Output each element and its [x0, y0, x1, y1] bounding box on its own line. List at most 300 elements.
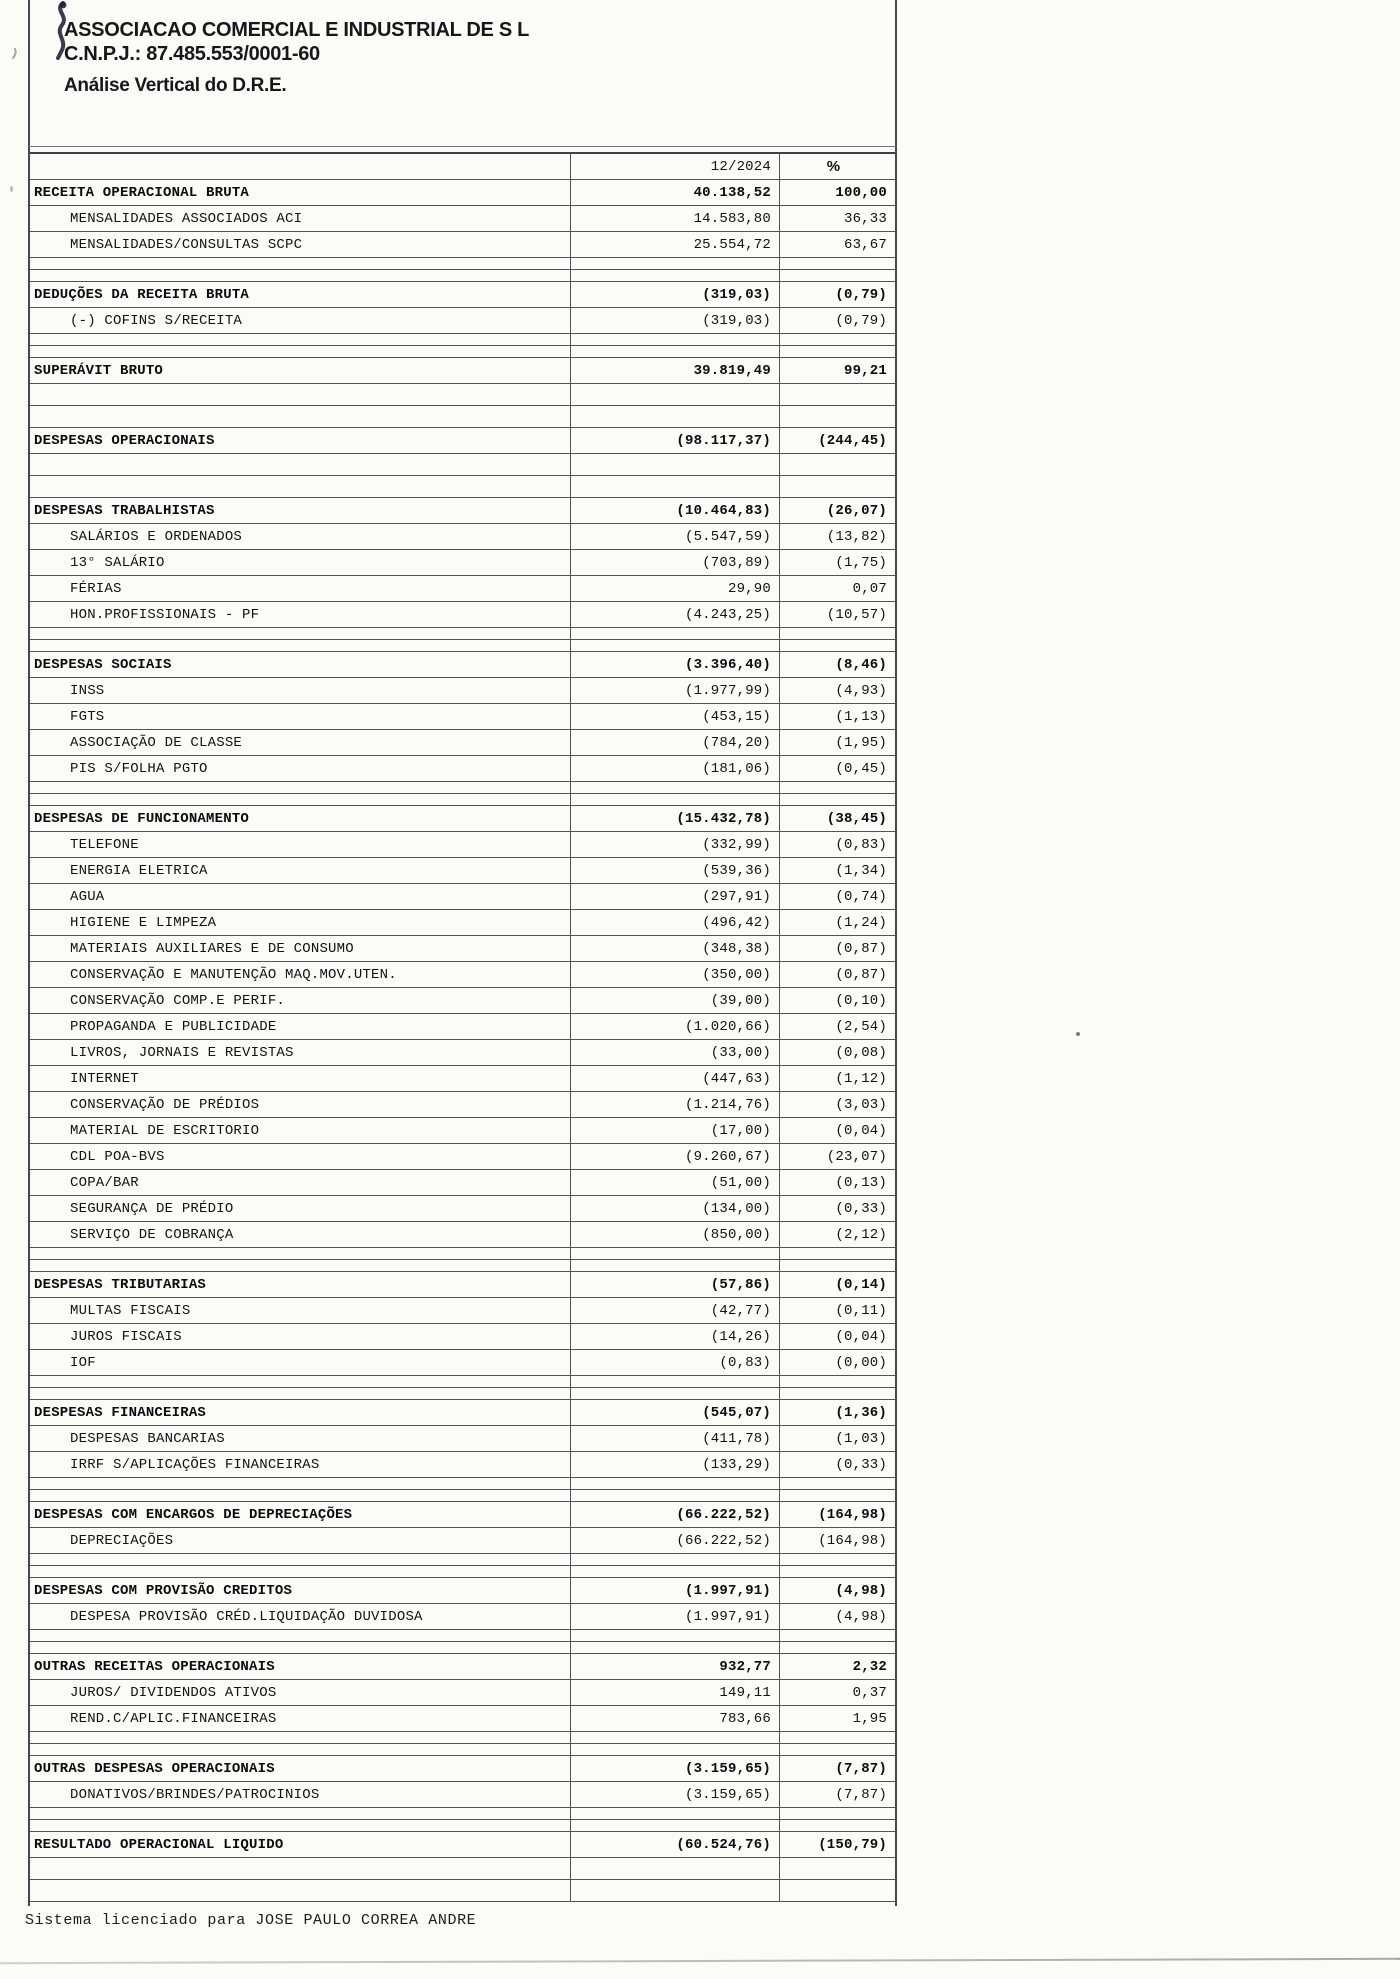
table-row	[30, 1092, 895, 1118]
table-row	[30, 602, 895, 628]
table-row	[30, 1680, 895, 1706]
empty-cell	[570, 1642, 779, 1653]
empty-cell	[570, 782, 779, 793]
row-percent: (7,87)	[779, 1756, 895, 1781]
row-value: 29,90	[570, 576, 779, 601]
empty-cell	[570, 1260, 779, 1271]
row-label: (-) COFINS S/RECEITA	[70, 312, 243, 329]
empty-cell	[30, 1630, 570, 1641]
table-row	[30, 704, 895, 730]
row-value: (3.159,65)	[570, 1756, 779, 1781]
empty-cell	[30, 1642, 570, 1653]
row-percent: 0,37	[779, 1680, 895, 1705]
empty-cell	[30, 1808, 570, 1819]
empty-cell	[779, 258, 895, 269]
row-value: (348,38)	[570, 936, 779, 961]
row-value: (350,00)	[570, 962, 779, 987]
row-percent: (38,45)	[779, 806, 895, 831]
empty-cell	[779, 384, 895, 405]
table-row	[30, 1170, 895, 1196]
row-percent: (13,82)	[779, 524, 895, 549]
empty-cell	[30, 454, 570, 475]
row-label: SEGURANÇA DE PRÉDIO	[70, 1200, 234, 1217]
empty-cell	[779, 782, 895, 793]
period-column-header: 12/2024	[570, 154, 779, 179]
table-row	[30, 1820, 895, 1832]
row-value: (1.214,76)	[570, 1092, 779, 1117]
row-percent: (0,87)	[779, 936, 895, 961]
table-row	[30, 1554, 895, 1566]
table-row	[30, 782, 895, 794]
row-value: (181,06)	[570, 756, 779, 781]
table-row	[30, 406, 895, 428]
empty-cell	[30, 1880, 570, 1901]
company-name: ASSOCIACAO COMERCIAL E INDUSTRIAL DE S L	[64, 19, 530, 41]
row-label: RECEITA OPERACIONAL BRUTA	[34, 184, 250, 201]
row-percent: (244,45)	[779, 428, 895, 453]
row-value: (39,00)	[570, 988, 779, 1013]
empty-cell	[570, 1744, 779, 1755]
empty-cell	[779, 1880, 895, 1901]
row-value: (3.159,65)	[570, 1782, 779, 1807]
table-row	[30, 1604, 895, 1630]
table-row	[30, 1400, 895, 1426]
row-value: (297,91)	[570, 884, 779, 909]
row-percent: (10,57)	[779, 602, 895, 627]
empty-cell	[570, 1554, 779, 1565]
empty-cell	[570, 334, 779, 345]
report-title: Análise Vertical do D.R.E.	[64, 75, 287, 96]
row-label: FÉRIAS	[70, 580, 122, 597]
table-row	[30, 232, 895, 258]
row-value: 932,77	[570, 1654, 779, 1679]
row-percent: (0,87)	[779, 962, 895, 987]
table-row	[30, 576, 895, 602]
row-value: 149,11	[570, 1680, 779, 1705]
table-row	[30, 1566, 895, 1578]
row-value: 783,66	[570, 1706, 779, 1731]
row-value: (15.432,78)	[570, 806, 779, 831]
empty-cell	[30, 476, 570, 497]
empty-cell	[779, 1260, 895, 1271]
row-label: MENSALIDADES/CONSULTAS SCPC	[70, 236, 303, 253]
empty-cell	[779, 1376, 895, 1387]
empty-cell	[570, 454, 779, 475]
percent-column-header: %	[779, 154, 895, 179]
table-row	[30, 180, 895, 206]
row-value: (1.997,91)	[570, 1578, 779, 1603]
table-row	[30, 628, 895, 640]
row-label: JUROS/ DIVIDENDOS ATIVOS	[70, 1684, 277, 1701]
row-label: DESPESAS COM ENCARGOS DE DEPRECIAÇÕES	[34, 1506, 353, 1523]
row-percent: (150,79)	[779, 1832, 895, 1857]
table-row	[30, 1630, 895, 1642]
row-label: IOF	[70, 1354, 96, 1371]
row-label: FGTS	[70, 708, 105, 725]
row-value: (703,89)	[570, 550, 779, 575]
empty-cell	[30, 1490, 570, 1501]
empty-cell	[30, 1554, 570, 1565]
row-percent: (1,12)	[779, 1066, 895, 1091]
row-percent: (1,13)	[779, 704, 895, 729]
row-value: (33,00)	[570, 1040, 779, 1065]
row-percent: (7,87)	[779, 1782, 895, 1807]
table-row	[30, 1808, 895, 1820]
table-row	[30, 1880, 895, 1902]
row-label: RESULTADO OPERACIONAL LIQUIDO	[34, 1836, 284, 1853]
row-value: (539,36)	[570, 858, 779, 883]
empty-cell	[570, 1388, 779, 1399]
row-label: SUPERÁVIT BRUTO	[34, 362, 164, 379]
row-label: SERVIÇO DE COBRANÇA	[70, 1226, 234, 1243]
table-row	[30, 884, 895, 910]
row-label: OUTRAS RECEITAS OPERACIONAIS	[34, 1658, 275, 1675]
table-row	[30, 270, 895, 282]
row-percent: (0,04)	[779, 1118, 895, 1143]
empty-cell	[570, 270, 779, 281]
table-row	[30, 1426, 895, 1452]
row-label: JUROS FISCAIS	[70, 1328, 182, 1345]
row-value: (1.020,66)	[570, 1014, 779, 1039]
row-value: (66.222,52)	[570, 1502, 779, 1527]
row-percent: 99,21	[779, 358, 895, 383]
row-percent: 36,33	[779, 206, 895, 231]
row-value: 39.819,49	[570, 358, 779, 383]
table-row	[30, 1376, 895, 1388]
empty-cell	[779, 1388, 895, 1399]
row-label: CONSERVAÇÃO COMP.E PERIF.	[70, 992, 286, 1009]
row-label: PIS S/FOLHA PGTO	[70, 760, 208, 777]
table-header-row	[30, 154, 895, 180]
empty-cell	[570, 640, 779, 651]
row-label: DESPESAS DE FUNCIONAMENTO	[34, 810, 250, 827]
row-percent: (0,14)	[779, 1272, 895, 1297]
table-row	[30, 910, 895, 936]
row-value: (17,00)	[570, 1118, 779, 1143]
table-row	[30, 794, 895, 806]
empty-cell	[779, 640, 895, 651]
row-percent: (0,11)	[779, 1298, 895, 1323]
row-value: (1.997,91)	[570, 1604, 779, 1629]
row-percent: (0,45)	[779, 756, 895, 781]
row-value: (134,00)	[570, 1196, 779, 1221]
empty-cell	[779, 476, 895, 497]
row-percent: (3,03)	[779, 1092, 895, 1117]
row-value: (496,42)	[570, 910, 779, 935]
row-percent: (0,79)	[779, 282, 895, 307]
row-percent: (23,07)	[779, 1144, 895, 1169]
empty-cell	[30, 1248, 570, 1259]
row-label: INTERNET	[70, 1070, 139, 1087]
empty-cell	[30, 794, 570, 805]
table-row	[30, 428, 895, 454]
table-row	[30, 652, 895, 678]
table-row	[30, 282, 895, 308]
row-percent: (1,36)	[779, 1400, 895, 1425]
table-row	[30, 346, 895, 358]
row-percent: (4,98)	[779, 1604, 895, 1629]
empty-cell	[570, 384, 779, 405]
empty-cell	[570, 1820, 779, 1831]
table-row	[30, 1528, 895, 1554]
row-label: PROPAGANDA E PUBLICIDADE	[70, 1018, 277, 1035]
table-row	[30, 384, 895, 406]
empty-cell	[30, 258, 570, 269]
empty-cell	[30, 1376, 570, 1387]
row-label: ASSOCIAÇÃO DE CLASSE	[70, 734, 243, 751]
table-row	[30, 1298, 895, 1324]
table-row	[30, 524, 895, 550]
empty-cell	[570, 1566, 779, 1577]
row-percent: (8,46)	[779, 652, 895, 677]
empty-cell	[570, 1248, 779, 1259]
table-row	[30, 1260, 895, 1272]
row-value: (332,99)	[570, 832, 779, 857]
empty-cell	[779, 406, 895, 427]
row-percent: (2,12)	[779, 1222, 895, 1247]
empty-cell	[779, 1566, 895, 1577]
table-row	[30, 358, 895, 384]
row-percent: (0,08)	[779, 1040, 895, 1065]
row-percent: 0,07	[779, 576, 895, 601]
row-label: DESPESAS BANCARIAS	[70, 1430, 225, 1447]
table-row	[30, 1272, 895, 1298]
row-percent: (164,98)	[779, 1528, 895, 1553]
row-label: MENSALIDADES ASSOCIADOS ACI	[70, 210, 303, 227]
empty-cell	[30, 640, 570, 651]
row-value: 14.583,80	[570, 206, 779, 231]
row-label: DESPESAS FINANCEIRAS	[34, 1404, 207, 1421]
table-row	[30, 1066, 895, 1092]
row-percent: (2,54)	[779, 1014, 895, 1039]
row-label: INSS	[70, 682, 105, 699]
row-percent: 1,95	[779, 1706, 895, 1731]
table-row	[30, 1642, 895, 1654]
row-label: DEDUÇÕES DA RECEITA BRUTA	[34, 286, 250, 303]
row-value: (319,03)	[570, 282, 779, 307]
row-value: (1.977,99)	[570, 678, 779, 703]
table-row	[30, 1732, 895, 1744]
table-row	[30, 936, 895, 962]
row-percent: (0,33)	[779, 1452, 895, 1477]
row-percent: (0,83)	[779, 832, 895, 857]
table-row	[30, 1014, 895, 1040]
table-row	[30, 730, 895, 756]
dre-table	[30, 152, 895, 1902]
empty-cell	[570, 1732, 779, 1743]
row-label: REND.C/APLIC.FINANCEIRAS	[70, 1710, 277, 1727]
table-row	[30, 806, 895, 832]
row-percent: (1,34)	[779, 858, 895, 883]
empty-cell	[570, 346, 779, 357]
table-row	[30, 858, 895, 884]
empty-cell	[779, 1732, 895, 1743]
row-percent: (0,79)	[779, 308, 895, 333]
table-row	[30, 988, 895, 1014]
table-row	[30, 498, 895, 524]
row-label: AGUA	[70, 888, 105, 905]
table-row	[30, 756, 895, 782]
empty-cell	[30, 334, 570, 345]
empty-cell	[30, 1732, 570, 1743]
empty-cell	[779, 1630, 895, 1641]
table-row	[30, 1756, 895, 1782]
table-row	[30, 1490, 895, 1502]
empty-cell	[779, 1744, 895, 1755]
empty-cell	[779, 454, 895, 475]
empty-cell	[570, 1490, 779, 1501]
row-percent: (164,98)	[779, 1502, 895, 1527]
table-row	[30, 1144, 895, 1170]
row-percent: (1,03)	[779, 1426, 895, 1451]
table-row	[30, 1744, 895, 1756]
row-percent: 63,67	[779, 232, 895, 257]
row-label: COPA/BAR	[70, 1174, 139, 1191]
row-percent: (0,00)	[779, 1350, 895, 1375]
row-value: (42,77)	[570, 1298, 779, 1323]
empty-cell	[779, 1554, 895, 1565]
empty-cell	[570, 258, 779, 269]
row-label: DONATIVOS/BRINDES/PATROCINIOS	[70, 1786, 320, 1803]
row-value: (66.222,52)	[570, 1528, 779, 1553]
row-percent: (26,07)	[779, 498, 895, 523]
table-row	[30, 1578, 895, 1604]
empty-cell	[779, 1808, 895, 1819]
row-value: (453,15)	[570, 704, 779, 729]
table-row	[30, 206, 895, 232]
row-label: DESPESAS TRIBUTARIAS	[34, 1276, 207, 1293]
empty-cell	[779, 1490, 895, 1501]
empty-cell	[30, 1388, 570, 1399]
row-percent: (0,10)	[779, 988, 895, 1013]
table-row	[30, 1118, 895, 1144]
table-row	[30, 1222, 895, 1248]
row-percent: (0,04)	[779, 1324, 895, 1349]
empty-cell	[570, 628, 779, 639]
row-label: MULTAS FISCAIS	[70, 1302, 191, 1319]
row-value: (133,29)	[570, 1452, 779, 1477]
empty-cell	[570, 406, 779, 427]
row-value: (51,00)	[570, 1170, 779, 1195]
row-value: (447,63)	[570, 1066, 779, 1091]
table-row	[30, 678, 895, 704]
empty-cell	[779, 628, 895, 639]
row-percent: 100,00	[779, 180, 895, 205]
empty-cell	[30, 270, 570, 281]
table-row	[30, 454, 895, 476]
row-value: (60.524,76)	[570, 1832, 779, 1857]
row-value: (3.396,40)	[570, 652, 779, 677]
empty-cell	[30, 406, 570, 427]
row-value: (4.243,25)	[570, 602, 779, 627]
table-row	[30, 832, 895, 858]
empty-cell	[30, 384, 570, 405]
row-value: (784,20)	[570, 730, 779, 755]
empty-cell	[779, 346, 895, 357]
row-label: TELEFONE	[70, 836, 139, 853]
row-value: (9.260,67)	[570, 1144, 779, 1169]
footer-license-text: Sistema licenciado para JOSE PAULO CORREA ANDRE	[25, 1912, 477, 1929]
row-label: CONSERVAÇÃO E MANUTENÇÃO MAQ.MOV.UTEN.	[70, 966, 397, 983]
table-row	[30, 640, 895, 652]
row-label: LIVROS, JORNAIS E REVISTAS	[70, 1044, 294, 1061]
row-label: DESPESAS SOCIAIS	[34, 656, 172, 673]
row-percent: (1,75)	[779, 550, 895, 575]
row-percent: (4,93)	[779, 678, 895, 703]
table-row	[30, 962, 895, 988]
scan-artifact-line	[0, 1958, 1400, 1964]
row-label: MATERIAL DE ESCRITORIO	[70, 1122, 260, 1139]
row-label: DESPESAS OPERACIONAIS	[34, 432, 215, 449]
table-row	[30, 1196, 895, 1222]
empty-cell	[30, 1820, 570, 1831]
table-row	[30, 550, 895, 576]
empty-cell	[779, 794, 895, 805]
table-row	[30, 334, 895, 346]
table-row	[30, 1858, 895, 1880]
row-label: 13° SALÁRIO	[70, 554, 165, 571]
dre-table-rows	[30, 180, 895, 1902]
row-value: 25.554,72	[570, 232, 779, 257]
table-row	[30, 1502, 895, 1528]
empty-cell	[30, 1744, 570, 1755]
empty-cell	[30, 1260, 570, 1271]
row-percent: (0,33)	[779, 1196, 895, 1221]
table-row	[30, 1388, 895, 1400]
scan-speck	[10, 186, 13, 192]
empty-cell	[30, 782, 570, 793]
empty-cell	[779, 1820, 895, 1831]
empty-cell	[779, 1858, 895, 1879]
empty-cell	[30, 1566, 570, 1577]
row-value: (545,07)	[570, 1400, 779, 1425]
table-row	[30, 1350, 895, 1376]
table-row	[30, 1832, 895, 1858]
empty-cell	[570, 1478, 779, 1489]
row-label: MATERIAIS AUXILIARES E DE CONSUMO	[70, 940, 354, 957]
empty-cell	[570, 1376, 779, 1387]
row-value: (5.547,59)	[570, 524, 779, 549]
row-value: (98.117,37)	[570, 428, 779, 453]
table-row	[30, 308, 895, 334]
row-label: DESPESAS TRABALHISTAS	[34, 502, 215, 519]
row-label: HIGIENE E LIMPEZA	[70, 914, 217, 931]
empty-cell	[30, 1478, 570, 1489]
table-row	[30, 1248, 895, 1260]
row-value: 40.138,52	[570, 180, 779, 205]
table-row	[30, 1040, 895, 1066]
row-label: CONSERVAÇÃO DE PRÉDIOS	[70, 1096, 260, 1113]
scan-double-line	[28, 146, 897, 147]
row-percent: (1,24)	[779, 910, 895, 935]
row-label: DESPESAS COM PROVISÃO CREDITOS	[34, 1582, 293, 1599]
row-value: (850,00)	[570, 1222, 779, 1247]
row-label: IRRF S/APLICAÇÕES FINANCEIRAS	[70, 1456, 320, 1473]
row-value: (0,83)	[570, 1350, 779, 1375]
row-label: SALÁRIOS E ORDENADOS	[70, 528, 243, 545]
row-label: DESPESA PROVISÃO CRÉD.LIQUIDAÇÃO DUVIDOSA	[70, 1608, 423, 1625]
empty-cell	[30, 628, 570, 639]
empty-cell	[779, 1642, 895, 1653]
empty-cell	[779, 1478, 895, 1489]
empty-cell	[30, 346, 570, 357]
table-row	[30, 1706, 895, 1732]
row-value: (10.464,83)	[570, 498, 779, 523]
row-percent: (1,95)	[779, 730, 895, 755]
empty-cell	[779, 334, 895, 345]
cnpj-line: C.N.P.J.: 87.485.553/0001-60	[64, 43, 320, 65]
row-value: (411,78)	[570, 1426, 779, 1451]
